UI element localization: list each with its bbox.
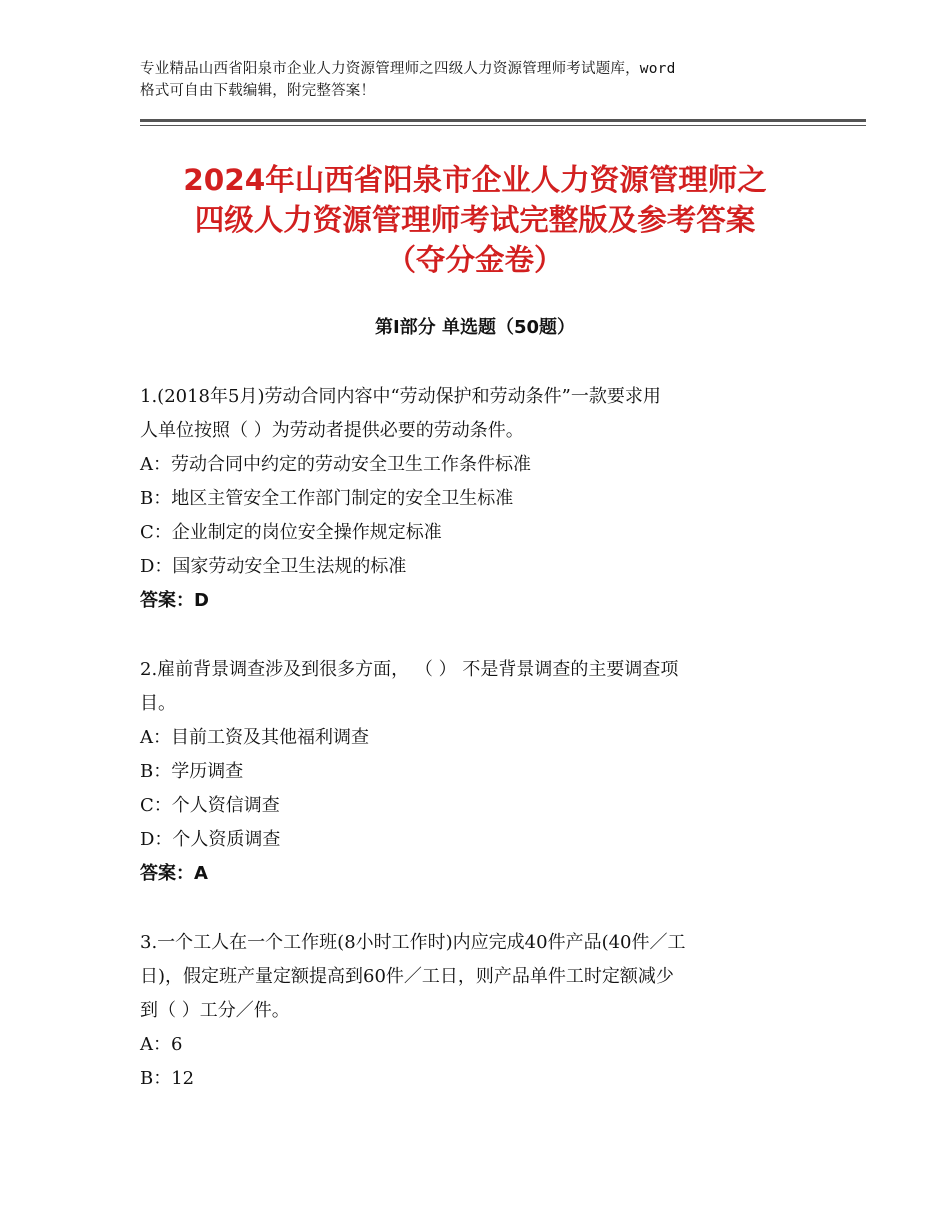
option-d: D：国家劳动安全卫生法规的标准 bbox=[140, 556, 407, 577]
question-1 bbox=[140, 380, 820, 618]
answer: 答案：A bbox=[140, 863, 208, 884]
answer: 答案：D bbox=[140, 590, 209, 611]
question-stem: 2.雇前背景调查涉及到很多方面， （ ） 不是背景调查的主要调查项 bbox=[140, 659, 679, 680]
section-title: 第Ⅰ部分 单选题（50题） bbox=[374, 317, 575, 338]
option-b: B：12 bbox=[140, 1068, 195, 1089]
option-a: A：目前工资及其他福利调查 bbox=[140, 727, 369, 748]
question-stem: 日)，假定班产量定额提高到60件／工日，则产品单件工时定额减少 bbox=[140, 966, 674, 987]
option-d: D：个人资质调查 bbox=[140, 829, 281, 850]
question-stem: 目。 bbox=[140, 693, 176, 714]
header-rule-thin bbox=[140, 125, 866, 126]
question-stem: 到（ ）工分／件。 bbox=[140, 1000, 290, 1021]
option-c: C：个人资信调查 bbox=[140, 795, 280, 816]
document-title-line-2: 四级人力资源管理师考试完整版及参考答案 bbox=[194, 203, 756, 237]
question-2 bbox=[140, 653, 820, 891]
document-title-line-1: 2024年山西省阳泉市企业人力资源管理师之 bbox=[183, 163, 767, 197]
header-note bbox=[140, 58, 840, 102]
option-c: C：企业制定的岗位安全操作规定标准 bbox=[140, 522, 442, 543]
question-stem: 3.一个工人在一个工作班(8小时工作时)内应完成40件产品(40件／工 bbox=[140, 932, 686, 953]
header-note-line-1: 专业精品山西省阳泉市企业人力资源管理师之四级人力资源管理师考试题库，word bbox=[140, 61, 676, 77]
option-b: B：地区主管安全工作部门制定的安全卫生标准 bbox=[140, 488, 514, 509]
header-note-line-2: 格式可自由下载编辑，附完整答案！ bbox=[140, 83, 376, 99]
question-3 bbox=[140, 926, 820, 1096]
document-title bbox=[120, 160, 830, 280]
option-a: A：6 bbox=[140, 1034, 183, 1055]
header-rule-thick bbox=[140, 119, 866, 122]
question-stem: 人单位按照（ ）为劳动者提供必要的劳动条件。 bbox=[140, 420, 524, 441]
option-b: B：学历调查 bbox=[140, 761, 244, 782]
option-a: A：劳动合同中约定的劳动安全卫生工作条件标准 bbox=[140, 454, 531, 475]
question-stem: 1.(2018年5月)劳动合同内容中“劳动保护和劳动条件”一款要求用 bbox=[140, 386, 661, 407]
document-title-line-3: （夺分金卷） bbox=[386, 243, 564, 277]
